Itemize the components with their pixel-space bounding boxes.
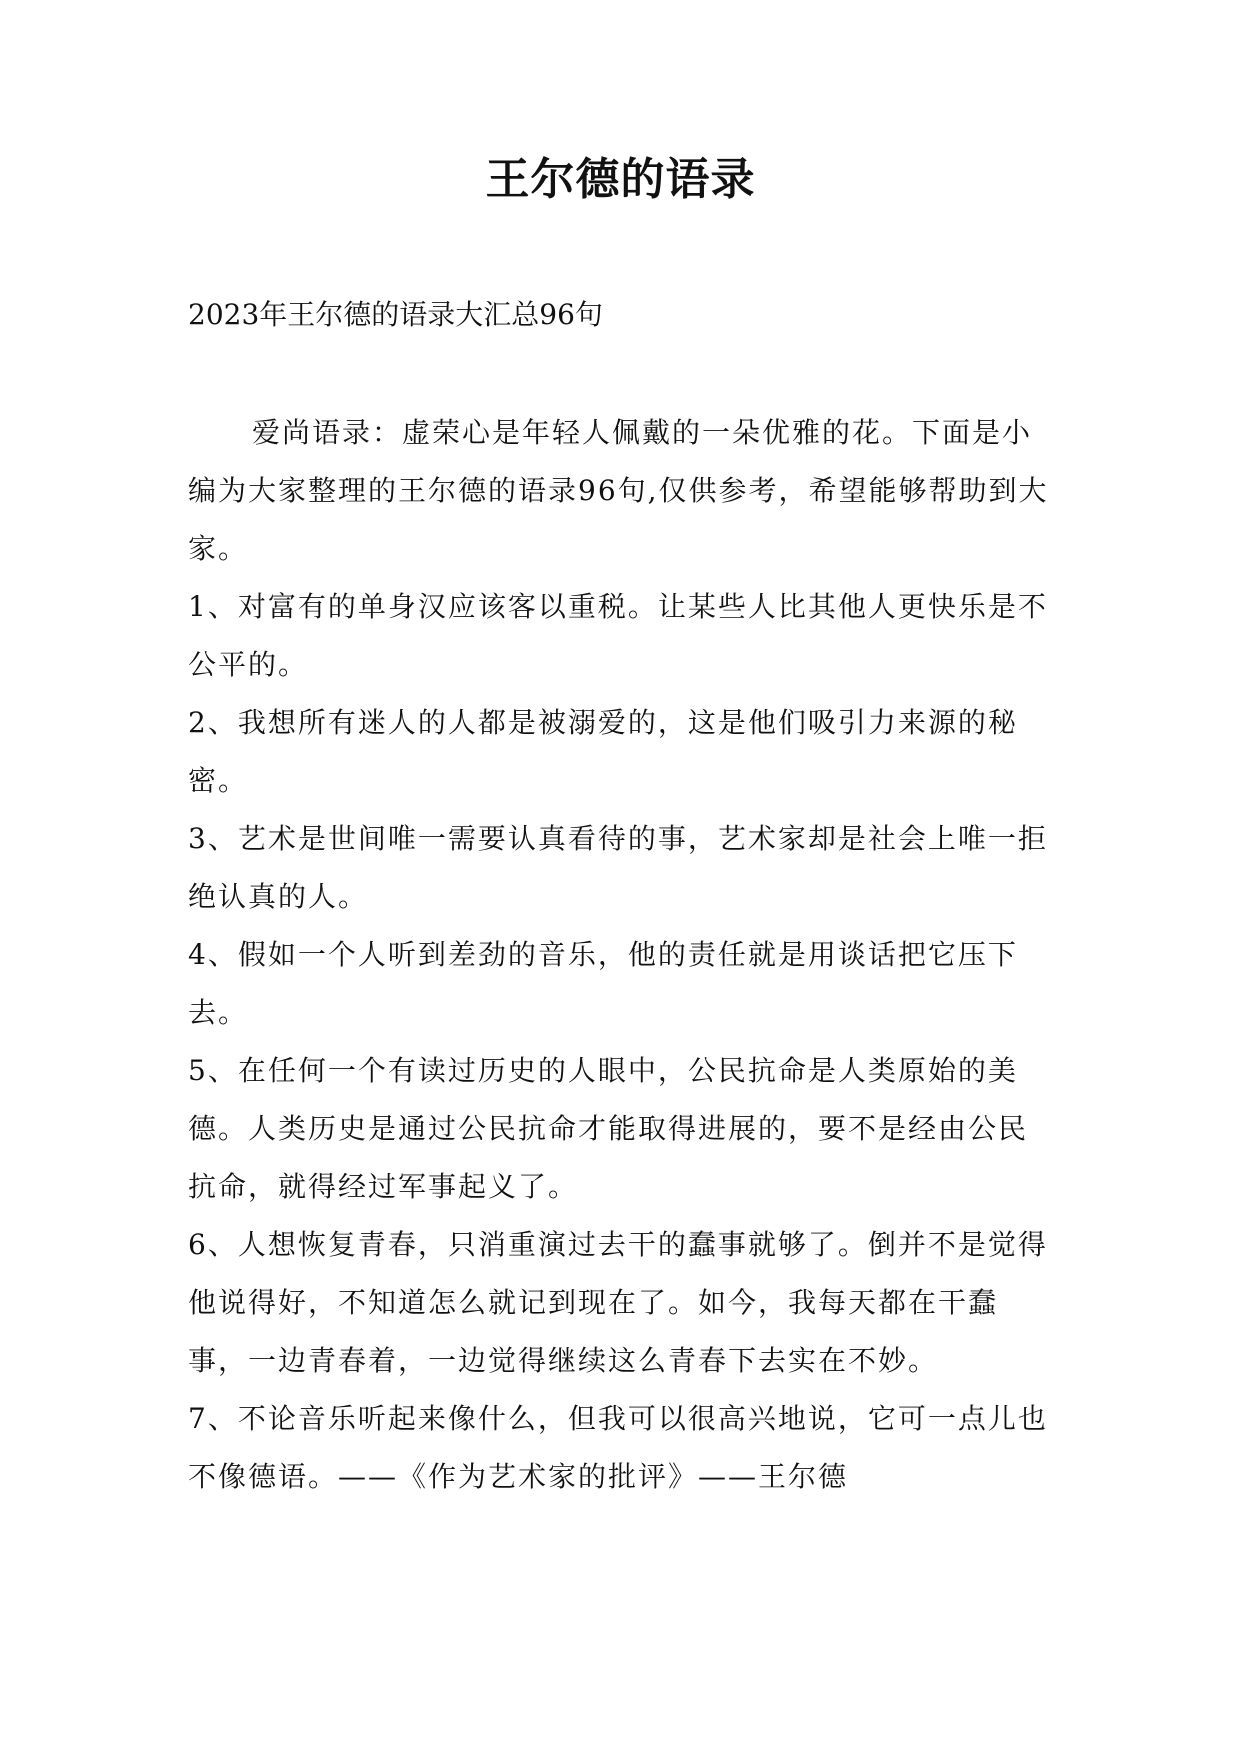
quote-item-3: 3、艺术是世间唯一需要认真看待的事，艺术家却是社会上唯一拒绝认真的人。 — [188, 822, 1048, 913]
intro-paragraph: 爱尚语录：虚荣心是年轻人佩戴的一朵优雅的花。下面是小编为大家整理的王尔德的语录96句,仅供参考，希望能够帮助到大家。 — [188, 416, 1049, 565]
quote-item-1: 1、对富有的单身汉应该客以重税。让某些人比其他人更快乐是不公平的。 — [188, 590, 1048, 681]
quote-item-2: 2、我想所有迷人的人都是被溺爱的，这是他们吸引力来源的秘密。 — [188, 706, 1018, 797]
document-title: 王尔德的语录 — [485, 154, 756, 205]
document-body — [188, 404, 1054, 1506]
quote-item-5: 5、在任何一个有读过历史的人眼中，公民抗命是人类原始的美德。人类历史是通过公民抗命才能取得进展的，要不是经由公民抗命，就得经过军事起义了。 — [188, 1054, 1029, 1203]
document-subtitle: 2023年王尔德的语录大汇总96句 — [188, 298, 603, 331]
quote-item-7: 7、不论音乐听起来像什么，但我可以很高兴地说，它可一点儿也不像德语。——《作为艺术家的批评》——王尔德 — [188, 1402, 1048, 1493]
quote-item-6: 6、人想恢复青春，只消重演过去干的蠢事就够了。倒并不是觉得他说得好，不知道怎么就记到现在了。如今，我每天都在干蠢事，一边青春着，一边觉得继续这么青春下去实在不妙。 — [188, 1228, 1048, 1377]
quote-item-4: 4、假如一个人听到差劲的音乐，他的责任就是用谈话把它压下去。 — [188, 938, 1018, 1029]
